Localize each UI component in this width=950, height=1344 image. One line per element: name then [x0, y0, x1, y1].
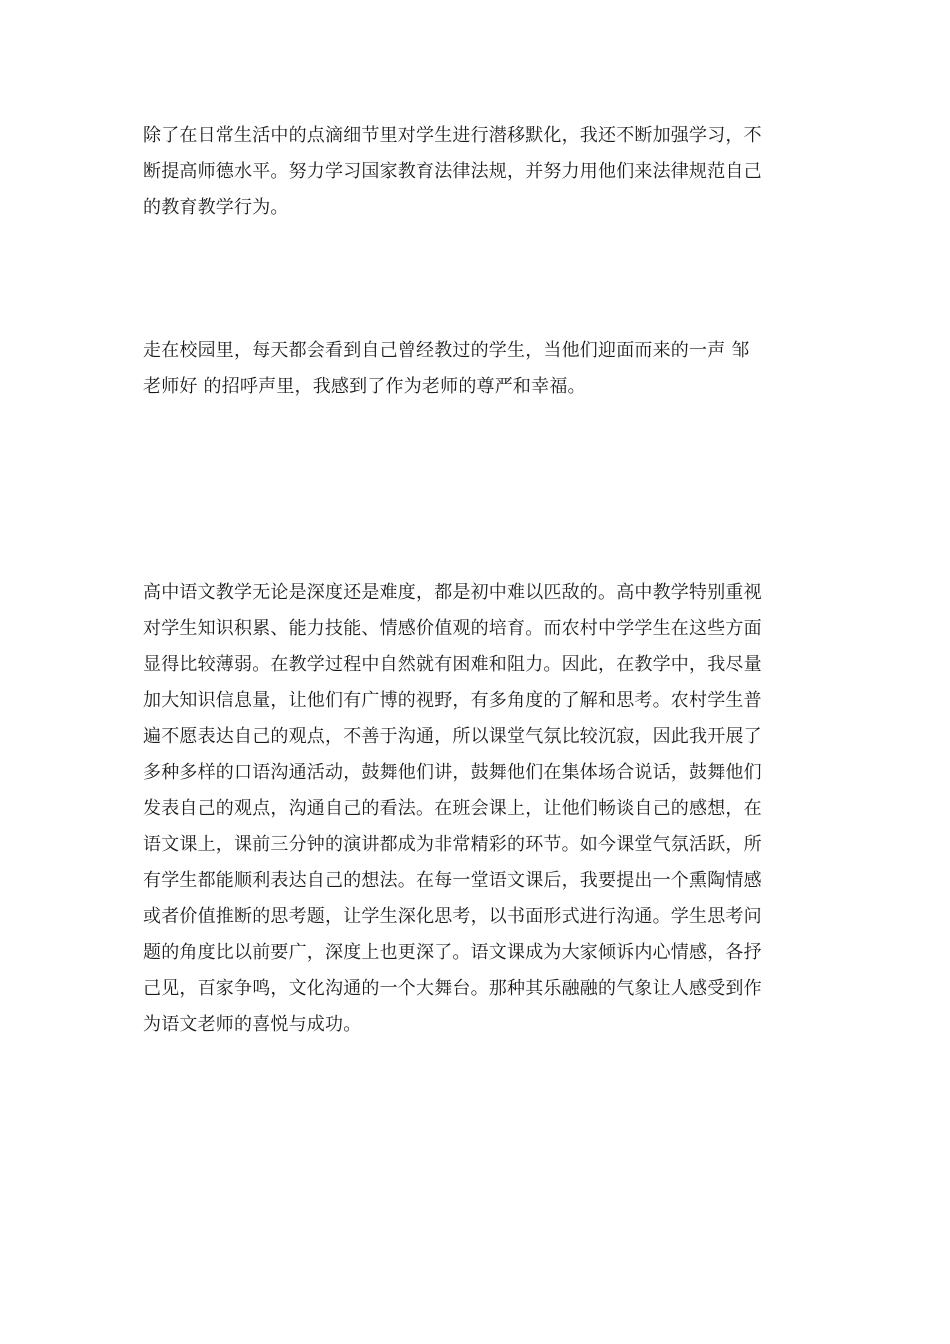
paragraph-3-line-9: 有学生都能顺利表达自己的想法。在每一堂语文课后，我要提出一个熏陶情感: [143, 870, 762, 891]
paragraph-3-line-2: 对学生知识积累、能力技能、情感价值观的培育。而农村中学学生在这些方面: [143, 618, 762, 639]
paragraph-3-line-8: 语文课上，课前三分钟的演讲都成为非常精彩的环节。如今课堂气氛活跃，所: [143, 834, 762, 855]
paragraph-3-line-12: 己见，百家争鸣，文化沟通的一个大舞台。那种其乐融融的气象让人感受到作: [143, 978, 762, 999]
paragraph-2-line-2: 老师好 的招呼声里，我感到了作为老师的尊严和幸福。: [143, 376, 586, 397]
paragraph-1-line-3: 的教育教学行为。: [143, 197, 289, 218]
paragraph-2-line-1: 走在校园里，每天都会看到自己曾经教过的学生，当他们迎面而来的一声 邹: [143, 340, 750, 361]
paragraph-3-line-1: 高中语文教学无论是深度还是难度，都是初中难以匹敌的。高中教学特别重视: [143, 582, 762, 603]
paragraph-3-line-7: 发表自己的观点，沟通自己的看法。在班会课上，让他们畅谈自己的感想，在: [143, 798, 762, 819]
paragraph-3-line-5: 遍不愿表达自己的观点，不善于沟通，所以课堂气氛比较沉寂，因此我开展了: [143, 726, 762, 747]
paragraph-1-line-2: 断提高师德水平。努力学习国家教育法律法规，并努力用他们来法律规范自己: [143, 161, 762, 182]
paragraph-3-line-13: 为语文老师的喜悦与成功。: [143, 1014, 362, 1035]
paragraph-3-line-10: 或者价值推断的思考题，让学生深化思考，以书面形式进行沟通。学生思考问: [143, 906, 762, 927]
paragraph-3-line-11: 题的角度比以前要广，深度上也更深了。语文课成为大家倾诉内心情感，各抒: [143, 942, 762, 963]
paragraph-3-line-3: 显得比较薄弱。在教学过程中自然就有困难和阻力。因此，在教学中，我尽量: [143, 654, 762, 675]
paragraph-1-line-1: 除了在日常生活中的点滴细节里对学生进行潜移默化，我还不断加强学习，不: [143, 125, 762, 146]
paragraph-3-line-4: 加大知识信息量，让他们有广博的视野，有多角度的了解和思考。农村学生普: [143, 690, 762, 711]
paragraph-3-line-6: 多种多样的口语沟通活动，鼓舞他们讲，鼓舞他们在集体场合说话，鼓舞他们: [143, 762, 762, 783]
